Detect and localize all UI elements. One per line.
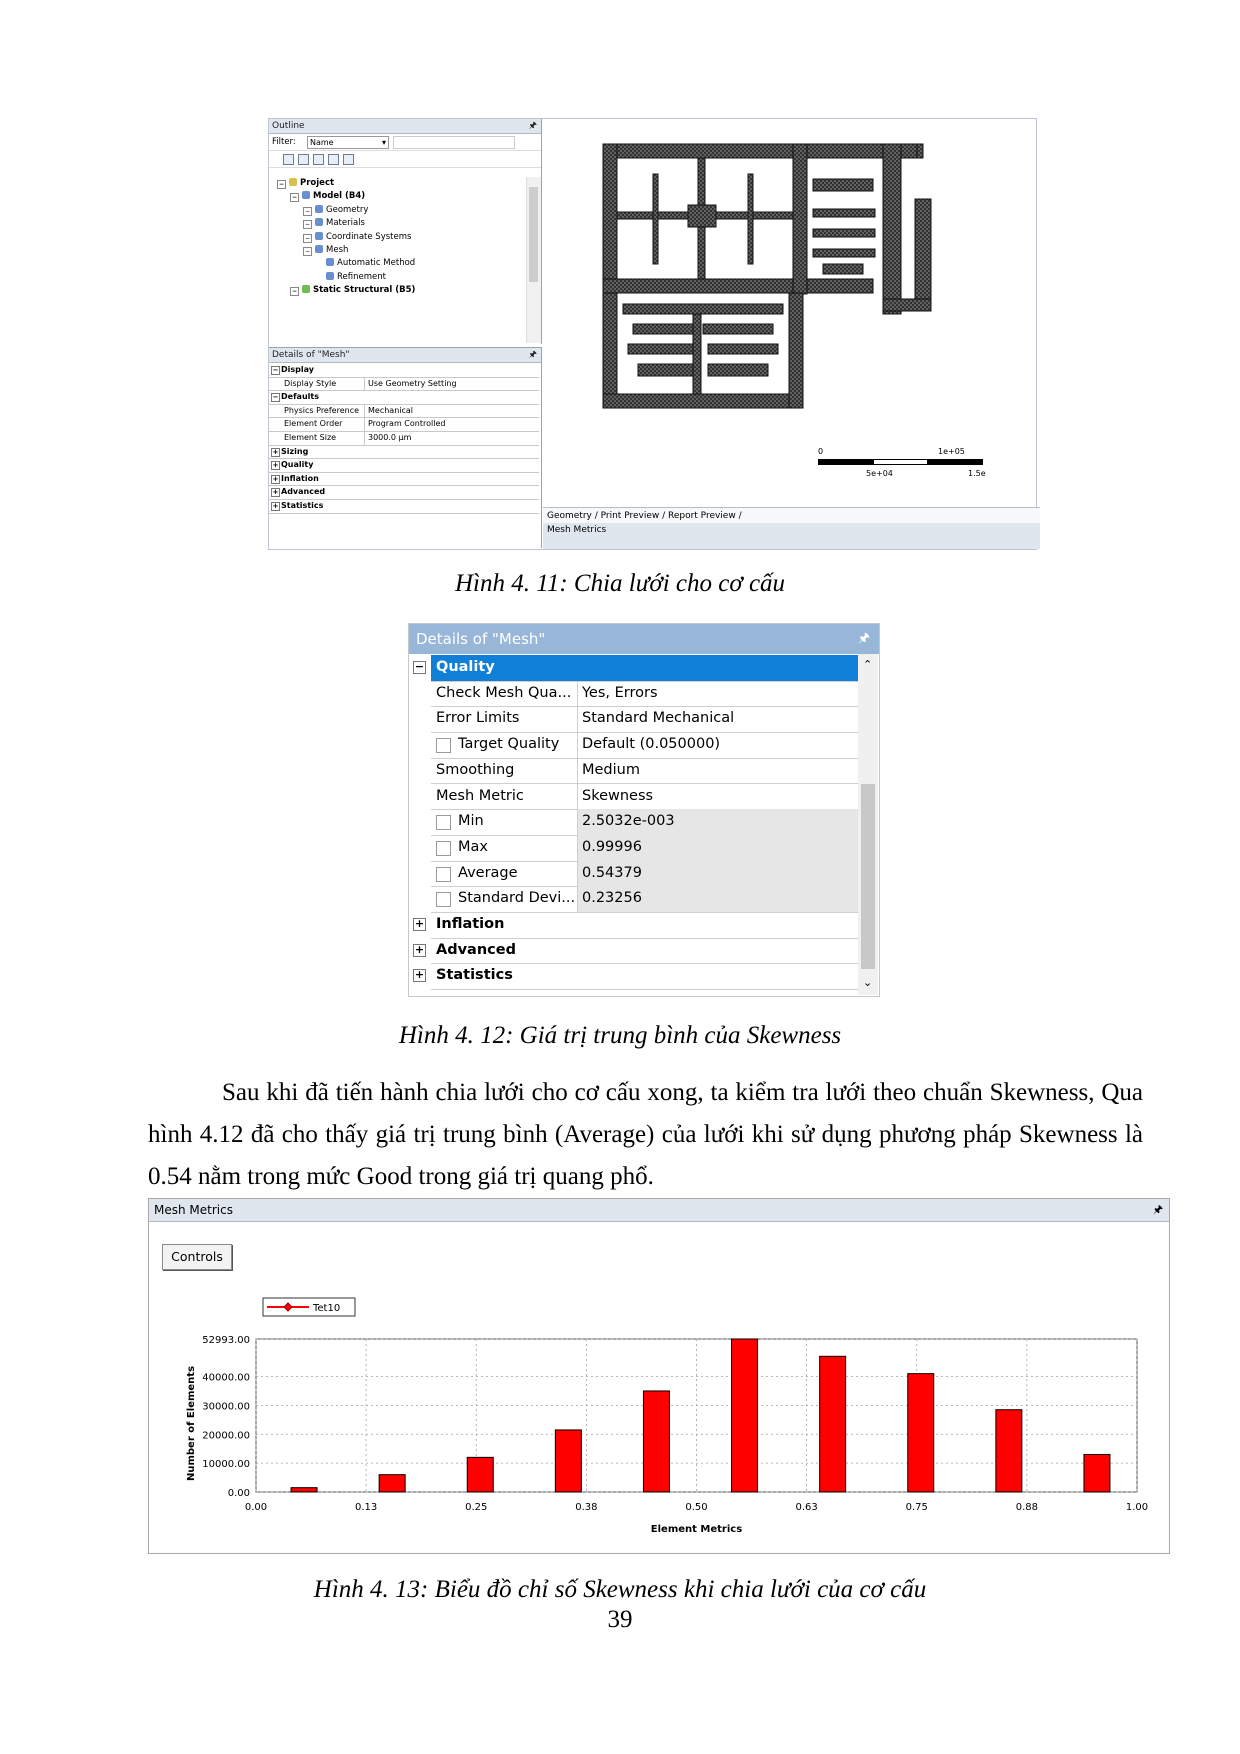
collapse-icon[interactable] xyxy=(328,154,339,165)
quality-value[interactable]: Skewness xyxy=(577,784,861,810)
quality-scrollbar[interactable] xyxy=(858,654,878,995)
expand-toggle-icon[interactable]: + xyxy=(272,502,279,510)
outline-scrollbar[interactable] xyxy=(526,177,541,343)
tree-item[interactable] xyxy=(277,177,415,190)
quality-row[interactable] xyxy=(431,861,858,888)
filter-select-value: Name xyxy=(310,138,334,147)
collapsed-section-label: Statistics xyxy=(436,967,513,984)
mesh-metrics-screenshot xyxy=(148,1198,1170,1554)
sort-icon[interactable] xyxy=(343,154,354,165)
scale-bar xyxy=(818,447,1023,487)
tree-node-icon xyxy=(315,205,323,213)
expand-toggle-icon[interactable]: + xyxy=(272,447,279,456)
expand-toggle-icon[interactable]: − xyxy=(278,181,285,188)
details-section[interactable] xyxy=(269,458,539,473)
quality-key: Average xyxy=(458,864,518,881)
expand-toggle-icon[interactable]: + xyxy=(272,474,279,483)
details-section-label: Inflation xyxy=(281,473,319,483)
scrollbar-thumb[interactable] xyxy=(861,784,875,969)
x-tick-label: 0.25 xyxy=(465,1502,488,1513)
x-tick-label: 0.38 xyxy=(575,1502,598,1513)
scroll-down-icon[interactable]: ⌄ xyxy=(863,976,873,989)
details-key: Display Style xyxy=(284,378,337,388)
outline-toolbar xyxy=(269,151,541,168)
quality-row[interactable] xyxy=(431,886,858,913)
x-tick-label: 1.00 xyxy=(1125,1502,1149,1513)
quality-row[interactable] xyxy=(431,706,858,733)
pin-icon[interactable]: 🖈︎ xyxy=(528,350,537,360)
quality-section-label: Quality xyxy=(436,659,495,675)
tree-item[interactable] xyxy=(277,190,415,203)
mesh-comb xyxy=(813,179,873,191)
tree-item-label: Static Structural (B5) xyxy=(313,285,416,296)
mesh-comb xyxy=(813,249,875,257)
quality-key: Target Quality xyxy=(458,736,560,753)
tree-item-label: Refinement xyxy=(337,271,386,282)
tree-item-label: Model (B4) xyxy=(313,191,366,202)
quality-key: Min xyxy=(458,813,484,830)
tree-node-icon xyxy=(302,285,310,293)
filter-input[interactable] xyxy=(393,136,515,149)
details-section[interactable] xyxy=(269,472,539,487)
scale-end: 1.5e xyxy=(968,469,986,478)
geometry-viewport[interactable] xyxy=(543,119,1036,549)
caption-figure-4-12: Hình 4. 12: Giá trị trung bình của Skewness xyxy=(398,1022,842,1049)
tree-node-icon xyxy=(315,232,323,240)
x-tick-label: 0.00 xyxy=(244,1502,268,1513)
quality-details-header xyxy=(409,624,879,654)
mesh-right-foot xyxy=(883,299,931,311)
details-value[interactable]: Mechanical xyxy=(364,404,413,418)
expand-toggle-icon[interactable] xyxy=(316,259,323,266)
mesh-comb xyxy=(823,264,863,274)
scale-mid-top: 1e+05 xyxy=(938,447,965,456)
x-tick-label: 0.50 xyxy=(685,1502,708,1513)
bar xyxy=(908,1374,934,1492)
quality-row[interactable] xyxy=(431,732,858,759)
parameter-checkbox[interactable] xyxy=(436,841,451,856)
viewport-tabs[interactable] xyxy=(543,507,1040,524)
expand-toggle-icon[interactable]: + xyxy=(272,461,279,470)
mesh-lower-bottom xyxy=(603,394,803,408)
details-section[interactable] xyxy=(269,499,539,514)
bar xyxy=(732,1339,758,1492)
quality-row[interactable] xyxy=(431,758,858,785)
expand-toggle-icon[interactable]: − xyxy=(304,207,311,215)
x-tick-label: 0.13 xyxy=(354,1502,378,1513)
mesh-lower-bar xyxy=(633,324,693,334)
expand-toggle-icon[interactable] xyxy=(316,273,323,280)
pin-icon[interactable]: 🖈︎ xyxy=(857,631,870,646)
expand-toggle-icon[interactable]: − xyxy=(272,366,279,374)
quality-row[interactable] xyxy=(431,784,858,811)
scroll-up-icon[interactable]: ⌃ xyxy=(863,658,873,671)
tree-item[interactable] xyxy=(277,271,415,284)
details-section-label: Display xyxy=(281,365,314,374)
x-tick-label: 0.63 xyxy=(795,1502,818,1513)
y-tick-label: 10000.00 xyxy=(202,1459,250,1471)
details-section-label: Advanced xyxy=(281,487,326,497)
quality-value[interactable]: Medium xyxy=(577,758,861,784)
collapsed-section-label: Advanced xyxy=(436,941,516,958)
tree-item[interactable] xyxy=(277,257,415,270)
mesh-metrics-title: Mesh Metrics xyxy=(154,1203,233,1217)
scale-segment-dark xyxy=(928,459,983,465)
details-value[interactable]: Use Geometry Setting xyxy=(364,377,457,391)
quality-value[interactable]: 2.5032e-003 xyxy=(577,809,861,835)
tree-item-label: Materials xyxy=(326,218,365,229)
y-tick-label: 40000.00 xyxy=(202,1372,250,1384)
tree-item-label: Geometry xyxy=(326,204,369,215)
mesh-lower-bar xyxy=(708,364,768,376)
x-axis-label: Element Metrics xyxy=(650,1524,743,1535)
quality-key: Max xyxy=(458,838,488,855)
mesh-lower-right xyxy=(789,293,803,408)
bar xyxy=(291,1488,317,1492)
collapsed-section[interactable] xyxy=(414,963,858,990)
expand-toggle-icon[interactable]: + xyxy=(414,917,425,930)
details-section[interactable] xyxy=(269,445,539,460)
tree-item[interactable] xyxy=(277,284,415,297)
details-section-label: Statistics xyxy=(281,501,324,510)
expand-toggle-icon[interactable]: − xyxy=(291,194,298,202)
quality-key: Smoothing xyxy=(436,761,515,778)
expand-toggle-icon[interactable]: − xyxy=(304,234,311,242)
bar xyxy=(1084,1454,1110,1492)
tree-node-icon xyxy=(302,191,310,199)
quality-key: Check Mesh Qua... xyxy=(436,684,572,701)
bar xyxy=(996,1410,1022,1492)
body-paragraph xyxy=(148,1072,1143,1198)
mesh-figure-screenshot xyxy=(268,118,1037,550)
y-axis-label: Number of Elements xyxy=(186,1365,197,1482)
caption-figure-4-11: Hình 4. 11: Chia lưới cho cơ cấu xyxy=(454,570,786,597)
mesh-lower-bar xyxy=(708,344,778,354)
page-number: 39 xyxy=(607,1606,633,1633)
scale-segment-light xyxy=(873,459,928,465)
quality-value[interactable]: 0.99996 xyxy=(577,835,861,861)
collapse-toggle-icon[interactable]: − xyxy=(414,660,425,673)
tree-item[interactable] xyxy=(277,204,415,217)
tree-node-icon xyxy=(326,258,334,266)
details-section[interactable] xyxy=(269,485,539,500)
mesh-frame-mid xyxy=(793,144,807,294)
legend-label: Tet10 xyxy=(313,1303,341,1314)
filter-select[interactable] xyxy=(307,136,389,149)
expand-icon[interactable] xyxy=(313,154,324,165)
mesh-center-block xyxy=(688,205,716,227)
scale-mid-bottom: 5e+04 xyxy=(866,469,893,478)
mesh-beam xyxy=(748,174,753,264)
details-key: Element Order xyxy=(284,419,343,429)
tree-node-icon xyxy=(289,178,297,186)
y-tick-label: 20000.00 xyxy=(202,1430,250,1442)
expand-toggle-icon[interactable]: − xyxy=(291,288,298,296)
bar xyxy=(643,1391,669,1492)
mesh-lower-bar xyxy=(628,344,698,354)
collapsed-section[interactable] xyxy=(414,938,858,965)
mesh-frame-bottom xyxy=(603,279,873,293)
caption-figure-4-13: Hình 4. 13: Biểu đồ chỉ số Skewness khi chia lưới của cơ cấu xyxy=(313,1576,927,1603)
details-row[interactable] xyxy=(269,404,539,419)
tree-node-icon xyxy=(315,218,323,226)
details-key: Element Size xyxy=(284,433,337,442)
parameter-checkbox[interactable] xyxy=(436,738,451,753)
filter-label: Filter: xyxy=(272,137,296,147)
details-row[interactable] xyxy=(269,377,539,392)
parameter-checkbox[interactable] xyxy=(436,892,451,907)
mesh-metrics-strip xyxy=(543,523,1040,549)
details-section[interactable] xyxy=(269,390,539,405)
mesh-lower-beam xyxy=(693,314,701,394)
bar xyxy=(555,1430,581,1492)
filter-icon[interactable] xyxy=(298,154,309,165)
quality-key: Error Limits xyxy=(436,710,520,727)
tree-item-label: Coordinate Systems xyxy=(326,231,412,242)
expand-toggle-icon[interactable]: + xyxy=(414,942,425,956)
mesh-lower-bar xyxy=(638,364,693,376)
bar xyxy=(820,1356,846,1492)
mesh-metrics-strip-label: Mesh Metrics xyxy=(547,525,607,535)
x-tick-label: 0.88 xyxy=(1015,1502,1039,1513)
details-section[interactable] xyxy=(269,363,539,378)
mesh-lower-bar xyxy=(703,324,773,334)
quality-details-title: Details of "Mesh" xyxy=(416,630,546,648)
mesh-comb xyxy=(813,229,875,237)
mesh-frame-left xyxy=(603,144,617,294)
tree-item[interactable] xyxy=(277,244,415,257)
chevron-down-icon: ▾ xyxy=(381,138,386,147)
tree-item[interactable] xyxy=(277,231,415,244)
filter-row xyxy=(269,134,541,151)
quality-details-screenshot xyxy=(408,623,880,997)
quality-row[interactable] xyxy=(431,809,858,836)
mesh-comb xyxy=(813,209,875,217)
y-tick-label: 52993.00 xyxy=(202,1335,250,1346)
details-key: Physics Preference xyxy=(284,405,360,415)
details-row[interactable] xyxy=(269,417,539,432)
y-tick-label: 0.00 xyxy=(227,1488,250,1499)
expand-toggle-icon[interactable]: − xyxy=(304,248,311,256)
x-tick-label: 0.75 xyxy=(905,1502,928,1513)
quality-value[interactable]: 0.23256 xyxy=(577,886,861,912)
collapsed-section[interactable] xyxy=(414,912,858,939)
quality-key: Standard Devi... xyxy=(458,890,576,907)
tree-item-label: Mesh xyxy=(326,245,349,256)
paragraph-text: Sau khi đã tiến hành chia lưới cho cơ cấu xong, ta kiểm tra lưới theo chuẩn Skewness, Qua hình 4.12 đã cho thấy giá trị trung bình (Average) của lưới khi sử dụng phương pháp Skewness là 0.54 nằm trong mức Good trong giá trị quang phổ. xyxy=(148,1079,1143,1190)
quality-value[interactable]: Yes, Errors xyxy=(577,681,861,707)
scrollbar-thumb[interactable] xyxy=(529,187,538,282)
quality-value[interactable]: 0.54379 xyxy=(577,861,861,887)
details-section-label: Sizing xyxy=(281,446,309,456)
scale-segment-dark xyxy=(818,459,873,465)
quality-key: Mesh Metric xyxy=(436,787,524,804)
quality-value[interactable]: Default (0.050000) xyxy=(577,732,861,758)
skewness-bar-chart xyxy=(149,1199,1169,1553)
mesh-right-column xyxy=(883,144,901,314)
bar xyxy=(379,1475,405,1492)
parameter-checkbox[interactable] xyxy=(436,867,451,882)
details-value[interactable]: 3000.0 µm xyxy=(364,431,411,445)
expand-toggle-icon[interactable]: + xyxy=(414,968,425,982)
details-section-label: Quality xyxy=(281,460,314,470)
details-panel xyxy=(269,347,542,548)
details-title: Details of "Mesh" xyxy=(272,350,350,360)
outline-header xyxy=(269,119,541,134)
refresh-icon[interactable] xyxy=(283,154,294,165)
tree-item-label: Automatic Method xyxy=(337,258,416,269)
pin-icon[interactable]: 🖈︎ xyxy=(528,121,537,131)
viewport-tab-labels[interactable]: Geometry / Print Preview / Report Preview / xyxy=(547,511,742,521)
mesh-lower-left xyxy=(603,293,617,408)
parameter-checkbox[interactable] xyxy=(436,815,451,830)
mesh-lower-bar xyxy=(623,304,783,314)
tree-item[interactable] xyxy=(277,217,415,230)
y-tick-label: 30000.00 xyxy=(202,1401,250,1413)
mesh-beam xyxy=(653,174,658,264)
details-row[interactable] xyxy=(269,431,539,446)
collapsed-section-label: Inflation xyxy=(436,916,505,932)
outline-title: Outline xyxy=(272,121,305,131)
tree-item-label: Project xyxy=(300,178,335,188)
quality-value[interactable]: Standard Mechanical xyxy=(577,706,861,732)
details-header xyxy=(269,348,541,363)
mesh-right-column xyxy=(915,199,931,299)
expand-toggle-icon[interactable]: − xyxy=(304,221,311,229)
controls-button[interactable]: Controls xyxy=(162,1244,232,1270)
quality-row[interactable] xyxy=(431,681,858,708)
scale-start: 0 xyxy=(818,447,824,456)
quality-row[interactable] xyxy=(431,835,858,862)
outline-tree xyxy=(277,177,415,298)
tree-node-icon xyxy=(315,245,323,253)
details-value[interactable]: Program Controlled xyxy=(364,417,445,431)
details-section-label: Defaults xyxy=(281,392,319,402)
pin-icon[interactable]: 🖈︎ xyxy=(1152,1203,1163,1216)
quality-section-header[interactable] xyxy=(414,655,858,682)
expand-toggle-icon[interactable]: − xyxy=(272,393,279,402)
tree-node-icon xyxy=(326,272,334,280)
bar xyxy=(467,1457,493,1492)
outline-panel xyxy=(269,119,542,344)
expand-toggle-icon[interactable]: + xyxy=(272,488,279,497)
